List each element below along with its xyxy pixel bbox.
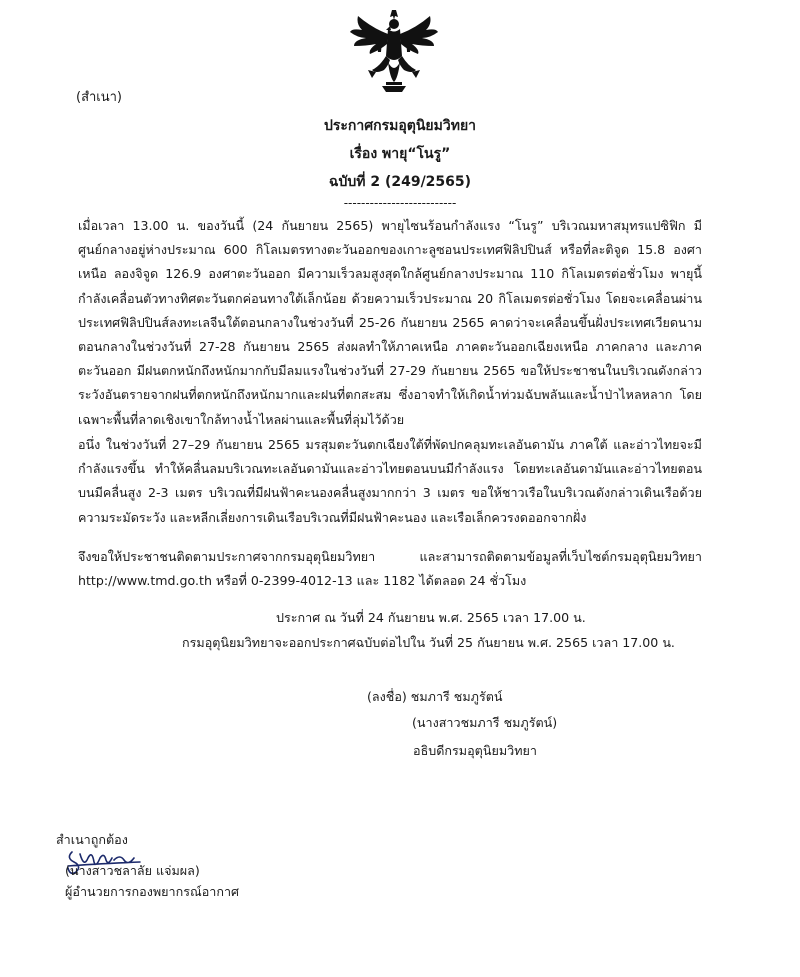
next-issue-notice: กรมอุตุนิยมวิทยาจะออกประกาศฉบับต่อไปใน วันที่ 25 กันยายน พ.ศ. 2565 เวลา 17.00 น. bbox=[182, 635, 675, 650]
divider-line: -------------------------- bbox=[343, 196, 457, 210]
signatory-position: อธิบดีกรมอุตุนิยมวิทยา bbox=[413, 743, 537, 758]
certified-copy-label: สำเนาถูกต้อง bbox=[56, 832, 128, 847]
page-title: ประกาศกรมอุตุนิยมวิทยา bbox=[323, 118, 477, 134]
paragraph-monsoon-waves: อนึ่ง ในช่วงวันที่ 27–29 กันยายน 2565 มรสุมตะวันตกเฉียงใต้ที่พัดปกคลุมทะเลอันดามัน ภาคใต้ และอ่าวไทยจะมีกำลังแรงขึ้น ทำให้คลื่นลมบริเวณทะเลอันดามันและอ่าวไทยตอนบนมีกำลังแรง โดยทะเลอันดามันและอ่าวไทยตอนบนมีคลื่นสูง 2-3 เมตร บริเวณที่มีฝนฟ้าคะนองคลื่นสูงมากกว่า 3 เมตร ขอให้ชาวเรือในบริเวณดังกล่าวเดินเรือด้วยความระมัดระวัง และหลีกเลี่ยงการเดินเรือบริเวณที่มีฝนฟ้าคะนอง และเรือเล็กควรงดออกจากฝั่ง bbox=[78, 437, 702, 525]
copy-mark: (สำเนา) bbox=[76, 90, 123, 105]
paragraph-storm-details: เมื่อเวลา 13.00 น. ของวันนี้ (24 กันยายน 2565) พายุไซนร้อนกำลังแรง “โนรู” บริเวณมหาสมุทรแปซิฟิก มีศูนย์กลางอยู่ห่างประมาณ 600 กิโลเมตรทางตะวันออกของเกาะลูซอนประเทศฟิลิปปินส์ หรือที่ละติจูด 15.8 องศาเหนือ ลองจิจูด 126.9 องศาตะวันออก มีความเร็วลมสูงสุดใกล้ศูนย์กลางประมาณ 110 กิโลเมตรต่อชั่วโมง พายุนี้กำลังเคลื่อนตัวทางทิศตะวันตกค่อนทางใต้เล็กน้อย ด้วยความเร็วประมาณ 20 กิโลเมตรต่อชั่วโมง โดยจะเคลื่อนผ่านประเทศฟิลิปปินส์ลงทะเลจีนใต้ตอนกลางในช่วงวันที่ 25-26 กันยายน 2565 คาดว่าจะเคลื่อนขึ้นฝั่งประเทศเวียดนามตอนกลางในช่วงวันที่ 27-28 กันยายน 2565 ส่งผลทำให้ภาคเหนือ ภาคตะวันออกเฉียงเหนือ ภาคกลาง และภาคตะวันออก มีฝนตกหนักถึงหนักมากกับมีลมแรงในช่วงวันที่ 27-29 กันยายน 2565 ขอให้ประชาชนในบริเวณดังกล่าวระวังอันตรายจากฝนที่ตกหนักถึงหนักมากและฝนที่ตกสะสม ซึ่งอาจทำให้เกิดน้ำท่วมฉับพลันและน้ำป่าไหลหลาก โดยเฉพาะพื้นที่ลาดเชิงเขาใกล้ทางน้ำไหลผ่านและพื้นที่ลุ่มไว้ด้วย bbox=[78, 218, 702, 427]
signed-line: (ลงชื่อ) ชมภารี ชมภูรัตน์ bbox=[367, 689, 503, 704]
issued-date: ประกาศ ณ วันที่ 24 กันยายน พ.ศ. 2565 เวลา 17.00 น. bbox=[276, 610, 586, 625]
certifier-position: ผู้อำนวยการกองพยากรณ์อากาศ bbox=[65, 884, 240, 899]
certifier-name: (นางสาวชลาลัย แจ่มผล) bbox=[65, 863, 200, 878]
subject-line: เรื่อง พายุ“โนรู” bbox=[349, 146, 451, 162]
garuda-emblem-icon bbox=[346, 8, 442, 94]
paragraph-follow-updates: จึงขอให้ประชาชนติดตามประกาศจากกรมอุตุนิยมวิทยา และสามารถติดตามข้อมูลที่เว็บไซต์กรมอุตุนิยมวิทยา http://www.tmd.go.th หรือที่ 0-2399-4012-13 และ 1182 ได้ตลอด 24 ชั่วโมง bbox=[78, 549, 702, 589]
issue-number: ฉบับที่ 2 (249/2565) bbox=[328, 174, 472, 190]
signatory-name: (นางสาวชมภารี ชมภูรัตน์) bbox=[412, 715, 558, 730]
